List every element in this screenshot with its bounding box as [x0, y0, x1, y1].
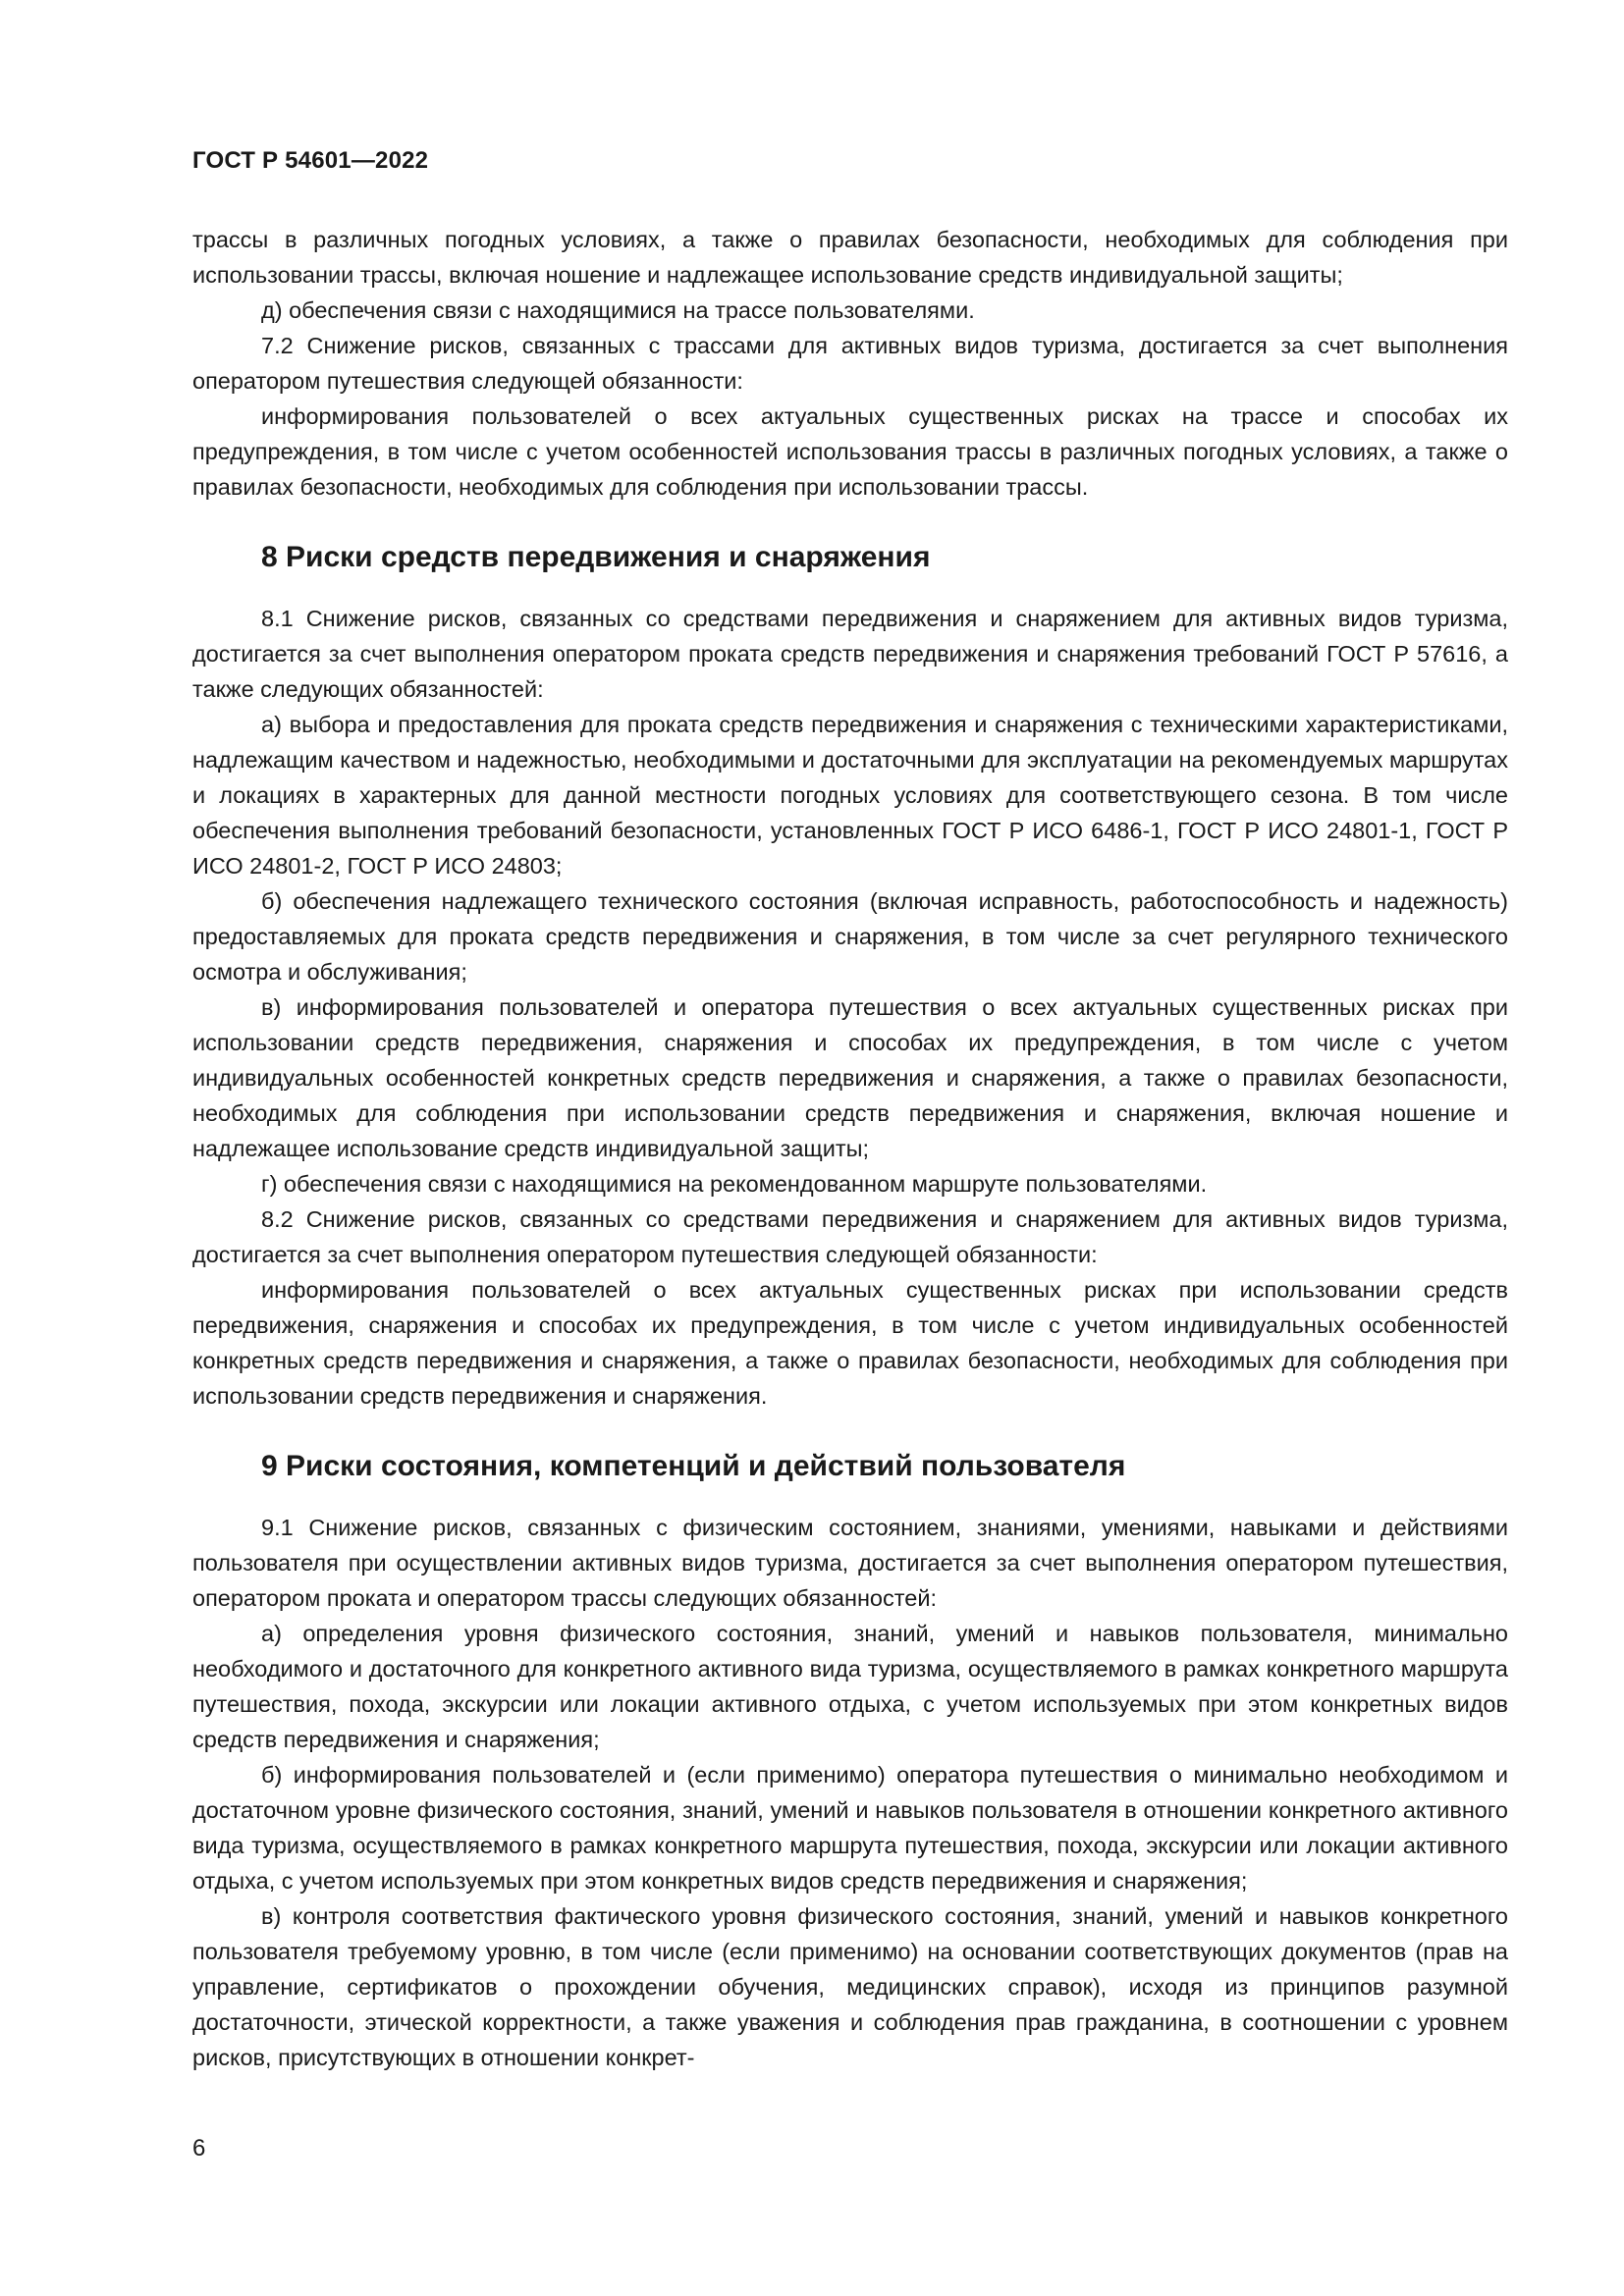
clause-8-2-duty: информирования пользователей о всех актуальных существенных рисках при использовании средств передвижения, снаряжения и способах их предупреждения, в том числе с учетом индивидуальных особенностей конкретных средств передвижения и снаряжения, а также о правилах безопасности, необходимых для соблюдения при использовании средств передвижения и снаряжения. [192, 1277, 1508, 1409]
clause-7-2-duty: информирования пользователей о всех актуальных существенных рисках на трассе и способах их предупреждения, в том числе с учетом особенностей использования трассы в различных погодных условиях, а также о правилах безопасности, необходимых для соблюдения при использовании трассы. [192, 403, 1508, 500]
clause-9-1-item-a: а) определения уровня физического состояния, знаний, умений и навыков пользователя, минимально необходимого и достаточного для конкретного активного вида туризма, осуществляемого в рамках конкретного маршрута путешествия, похода, экскурсии или локации активного отдыха, с учетом используемых при этом конкретных видов средств передвижения и снаряжения; [192, 1621, 1508, 1752]
clause-8-1-item-g: г) обеспечения связи с находящимися на рекомендованном маршруте пользователями. [261, 1171, 1208, 1197]
clause-9-1-item-b: б) информирования пользователей и (если применимо) оператора путешествия о минимально необходимом и достаточном уровне физического состояния, знаний, умений и навыков пользователя в отношении конкретного активного вида туризма, осуществляемого в рамках конкретного маршрута путешествия, похода, экскурсии или локации активного отдыха, с учетом используемых при этом конкретных видов средств передвижения и снаряжения; [192, 1762, 1508, 1894]
document-code-header: ГОСТ Р 54601—2022 [192, 147, 429, 174]
section-8-heading: 8 Риски средств передвижения и снаряжения [261, 541, 931, 573]
section-9-heading: 9 Риски состояния, компетенций и действий пользователя [261, 1450, 1126, 1482]
clause-8-1-item-b: б) обеспечения надлежащего технического состояния (включая исправность, работоспособность и надежность) предоставляемых для проката средств передвижения и снаряжения, в том числе за счет регулярного технического осмотра и обслуживания; [192, 888, 1508, 985]
section7-continuation: трассы в различных погодных условиях, а также о правилах безопасности, необходимых для соблюдения при использовании трассы, включая ношение и надлежащее использование средств индивидуальной защиты; [192, 227, 1508, 288]
document-body [192, 222, 1508, 2075]
clause-8-1: 8.1 Снижение рисков, связанных со средствами передвижения и снаряжением для активных видов туризма, достигается за счет выполнения оператором проката средств передвижения и снаряжения требований ГОСТ Р 57616, а также следующих обязанностей: [192, 606, 1508, 702]
clause-8-1-item-v: в) информирования пользователей и оператора путешествия о всех актуальных существенных рисках при использовании средств передвижения, снаряжения и способах их предупреждения, в том числе с учетом индивидуальных особенностей конкретных средств передвижения и снаряжения, а также о правилах безопасности, необходимых для соблюдения при использовании средств передвижения и снаряжения, включая ношение и надлежащее использование средств индивидуальной защиты; [192, 994, 1508, 1161]
page-number: 6 [192, 2135, 206, 2162]
clause-9-1-item-v: в) контроля соответствия фактического уровня физического состояния, знаний, умений и навыков конкретного пользователя требуемому уровню, в том числе (если применимо) на основании соответствующих документов (прав на управление, сертификатов о прохождении обучения, медицинских справок), исходя из принципов разумной достаточности, этической корректности, а также уважения и соблюдения прав гражданина, в соотношении с уровнем рисков, присутствующих в отношении конкрет- [192, 1903, 1508, 2070]
section7-item-d: д) обеспечения связи с находящимися на трассе пользователями. [261, 297, 975, 323]
clause-8-1-item-a: а) выбора и предоставления для проката средств передвижения и снаряжения с техническими характеристиками, надлежащим качеством и надежностью, необходимыми и достаточными для эксплуатации на рекомендуемых маршрутах и локациях в характерных для данной местности погодных условиях для соответствующего сезона. В том числе обеспечения выполнения требований безопасности, установленных ГОСТ Р ИСО 6486-1, ГОСТ Р ИСО 24801-1, ГОСТ Р ИСО 24801-2, ГОСТ Р ИСО 24803; [192, 712, 1508, 879]
clause-9-1: 9.1 Снижение рисков, связанных с физическим состоянием, знаниями, умениями, навыками и действиями пользователя при осуществлении активных видов туризма, достигается за счет выполнения оператором путешествия, оператором проката и оператором трассы следующих обязанностей: [192, 1515, 1508, 1611]
clause-8-2: 8.2 Снижение рисков, связанных со средствами передвижения и снаряжением для активных видов туризма, достигается за счет выполнения оператором путешествия следующей обязанности: [192, 1206, 1508, 1267]
clause-7-2: 7.2 Снижение рисков, связанных с трассами для активных видов туризма, достигается за счет выполнения оператором путешествия следующей обязанности: [192, 333, 1508, 394]
